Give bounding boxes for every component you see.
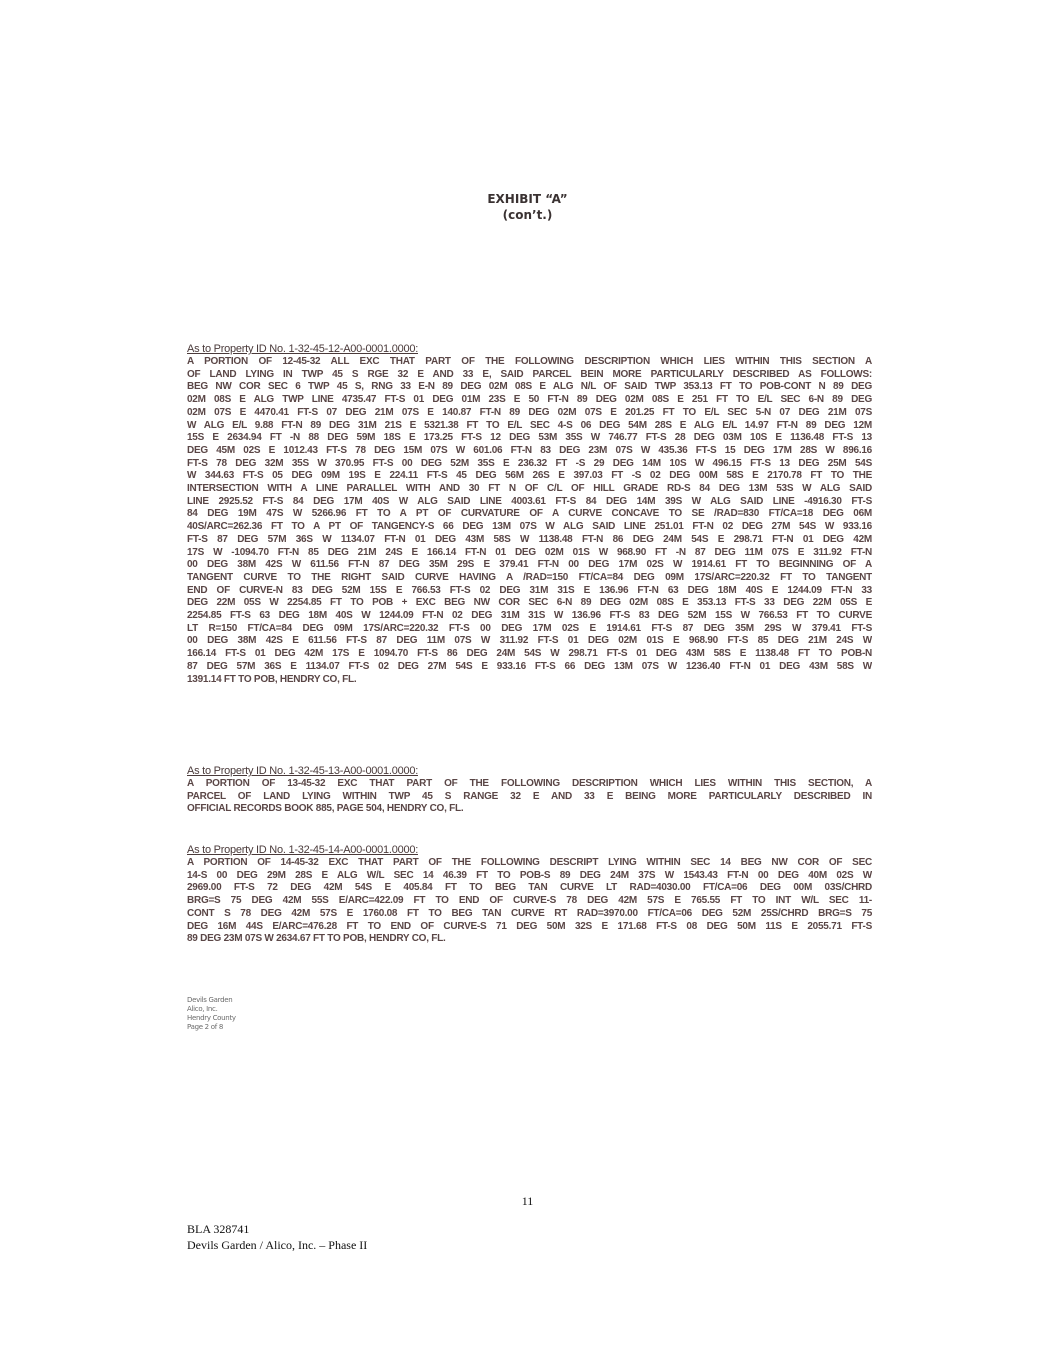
- stamp-line: Alico, Inc.: [187, 1005, 218, 1013]
- description-line: 1391.14 FT TO POB, HENDRY CO, FL.: [187, 673, 357, 685]
- description-line: A PORTION OF 13-45-32 EXC THAT PART OF THE FOLLOWING DESCRIPTION WHICH LIES WITHIN THIS SECTION, A: [187, 778, 872, 789]
- description-line: 00 DEG 38M 42S E 611.56 FT-S 87 DEG 11M 07S W 311.92 FT-S 01 DEG 02M 01S E 968.90 FT-S 85 DEG 21M 24S W: [187, 635, 872, 647]
- description-line: END OF CURVE-N 83 DEG 52M 15S E 766.53 FT-S 02 DEG 31M 31S E 136.96 FT-N 63 DEG 18M 40S E 1244.09 FT-N 33: [187, 584, 872, 596]
- page-stamp: [187, 996, 236, 1032]
- description-line: 2969.00 FT-S 72 DEG 42M 54S E 405.84 FT TO BEG TAN CURVE LT RAD=4030.00 FT/CA=06 DEG 00M 03S/CHRD: [187, 882, 872, 894]
- description-line: 84 DEG 19M 47S W 5266.96 FT TO A PT OF CURVATURE OF A CURVE CONCAVE TO SE /RAD=830 FT/CA=18 DEG 06M: [187, 508, 872, 520]
- description-line: FT-S 87 DEG 57M 36S W 1134.07 FT-N 01 DEG 43M 58S W 1138.48 FT-N 86 DEG 24M 54S E 298.71 FT-N 01 DEG 42M: [187, 533, 872, 545]
- exhibit-title: EXHIBIT “A”: [487, 192, 568, 206]
- property-section-12: [187, 343, 872, 686]
- description-line: LINE 2925.52 FT-S 84 DEG 17M 40S W ALG SAID LINE 4003.61 FT-S 84 DEG 14M 39S W ALG SAID LINE -4916.30 FT-S: [187, 495, 872, 507]
- stamp-line: Page 2 of 8: [187, 1023, 223, 1031]
- description-line: DEG 16M 44S E/ARC=476.28 FT TO END OF CURVE-S 71 DEG 50M 32S E 171.68 FT-S 08 DEG 50M 11S E 2055.71 FT-S: [187, 920, 872, 932]
- property-heading: As to Property ID No. 1-32-45-12-A00-0001.0000:: [187, 343, 418, 355]
- description-line: 15S E 2634.94 FT -N 88 DEG 59M 18S E 173.25 FT-S 12 DEG 53M 35S W 746.77 FT-S 28 DEG 03M 10S E 1136.48 FT-S 13: [187, 432, 872, 444]
- description-line: DEG 22M 05S W 2254.85 FT TO POB + EXC BEG NW COR SEC 6-N 89 DEG 02M 08S E 353.13 FT-S 33 DEG 22M 05S E: [187, 597, 872, 609]
- property-heading: As to Property ID No. 1-32-45-14-A00-0001.0000:: [187, 844, 418, 856]
- description-line: 89 DEG 23M 07S W 2634.67 FT TO POB, HENDRY CO, FL.: [187, 933, 446, 945]
- description-line: 14-S 00 DEG 29M 28S E ALG W/L SEC 14 46.39 FT TO POB-S 89 DEG 24M 37S W 1543.43 FT-N 00 DEG 40M 02S W: [187, 869, 872, 881]
- description-line: PARCEL OF LAND LYING WITHIN TWP 45 S RANGE 32 E AND 33 E BEING MORE PARTICULARLY DESCRIBED IN: [187, 790, 872, 802]
- description-line: 02M 08S E ALG TWP LINE 4735.47 FT-S 01 DEG 01M 23S E 50 FT-N 89 DEG 02M 08S E 251 FT TO E/L SEC 6-N 89 DEG: [187, 394, 872, 406]
- exhibit-subtitle: (con’t.): [502, 208, 553, 222]
- description-line: INTERSECTION WITH A LINE PARALLEL WITH AND 30 FT N OF C/L OF HILL GRADE RD-S 84 DEG 13M 53S W ALG SAID: [187, 483, 872, 495]
- description-line: CONT S 78 DEG 42M 57S E 1760.08 FT TO BEG TAN CURVE RT RAD=3970.00 FT/CA=06 DEG 52M 25S/CHRD BRG=S 75: [187, 907, 872, 919]
- description-line: FT-S 78 DEG 32M 35S W 370.95 FT-S 00 DEG 52M 35S E 236.32 FT -S 29 DEG 14M 10S W 496.15 FT-S 13 DEG 25M 54S: [187, 457, 872, 469]
- description-line: 40S/ARC=262.36 FT TO A PT OF TANGENCY-S 66 DEG 13M 07S W ALG SAID LINE 251.01 FT-N 02 DEG 27M 54S W 933.16: [187, 521, 872, 533]
- description-line: 02M 07S E 4470.41 FT-S 07 DEG 21M 07S E 140.87 FT-N 89 DEG 02M 07S E 201.25 FT TO E/L SEC 5-N 07 DEG 21M 07S: [187, 406, 872, 418]
- description-line: A PORTION OF 14-45-32 EXC THAT PART OF THE FOLLOWING DESCRIPT LYING WITHIN SEC 14 BEG NW COR OF SEC: [187, 857, 872, 868]
- description-line: 87 DEG 57M 36S E 1134.07 FT-S 02 DEG 27M 54S E 933.16 FT-S 66 DEG 13M 07S W 1236.40 FT-N 01 DEG 43M 58S W: [187, 660, 872, 672]
- stamp-line: Hendry County: [187, 1014, 236, 1022]
- description-line: BEG NW COR SEC 6 TWP 45 S, RNG 33 E-N 89 DEG 02M 08S E ALG N/L OF SAID TWP 353.13 FT TO POB-CONT N 89 DEG: [187, 381, 872, 393]
- description-line: A PORTION OF 12-45-32 ALL EXC THAT PART OF THE FOLLOWING DESCRIPTION WHICH LIES WITHIN THIS SECTION A: [187, 356, 872, 367]
- page-number: 11: [521, 1194, 534, 1208]
- description-line: TANGENT CURVE TO THE RIGHT SAID CURVE HAVING A /RAD=150 FT/CA=84 DEG 09M 17S/ARC=220.32 FT TO TANGENT: [187, 571, 872, 583]
- description-line: BRG=S 75 DEG 42M 55S E/ARC=422.09 FT TO END OF CURVE-S 78 DEG 42M 57S E 765.55 FT TO INT W/L SEC 11-: [187, 895, 872, 907]
- description-line: LT R=150 FT/CA=84 DEG 09M 17S/ARC=220.32 FT-S 00 DEG 17M 02S E 1914.61 FT-S 87 DEG 35M 29S W 379.41 FT-S: [187, 622, 872, 634]
- description-line: W 344.63 FT-S 05 DEG 09M 19S E 224.11 FT-S 45 DEG 56M 26S E 397.03 FT -S 02 DEG 00M 58S E 2170.78 FT TO THE: [187, 470, 872, 482]
- property-heading: As to Property ID No. 1-32-45-13-A00-0001.0000:: [187, 765, 418, 777]
- project-name: Devils Garden / Alico, Inc. – Phase II: [187, 1238, 368, 1252]
- description-line: 00 DEG 38M 42S W 611.56 FT-N 87 DEG 35M 29S E 379.41 FT-N 00 DEG 17M 02S W 1914.61 FT TO BEGINNING OF A: [187, 559, 872, 571]
- description-line: 2254.85 FT-S 63 DEG 18M 40S W 1244.09 FT-N 02 DEG 31M 31S W 136.96 FT-S 83 DEG 52M 15S W 766.53 FT TO CURVE: [187, 610, 872, 622]
- description-line: OFFICIAL RECORDS BOOK 885, PAGE 504, HENDRY CO, FL.: [187, 803, 464, 815]
- stamp-line: Devils Garden: [187, 996, 233, 1004]
- description-line: DEG 45M 02S E 1012.43 FT-S 78 DEG 15M 07S W 601.06 FT-N 83 DEG 23M 07S W 435.36 FT-S 15 DEG 17M 28S W 896.16: [187, 444, 872, 456]
- property-section-14: [187, 844, 872, 946]
- doc-id: BLA 328741: [187, 1222, 250, 1236]
- property-section-13: [187, 765, 872, 816]
- description-line: OF LAND LYING IN TWP 45 S RGE 32 E AND 33 E, SAID PARCEL BEIN MORE PARTICULARLY DESCRIBED AS FOLLOWS:: [187, 368, 872, 380]
- description-line: 17S W -1094.70 FT-N 85 DEG 21M 24S E 166.14 FT-N 01 DEG 02M 01S W 968.90 FT -N 87 DEG 11M 07S E 311.92 FT-N: [187, 546, 872, 558]
- description-line: 166.14 FT-S 01 DEG 42M 17S E 1094.70 FT-S 86 DEG 24M 54S W 298.71 FT-S 01 DEG 43M 58S E 1138.48 FT TO POB-N: [187, 648, 872, 660]
- description-line: W ALG E/L 9.88 FT-N 89 DEG 31M 21S E 5321.38 FT TO E/L SEC 4-S 06 DEG 54M 28S E ALG E/L 14.97 FT-N 89 DEG 12M: [187, 419, 872, 431]
